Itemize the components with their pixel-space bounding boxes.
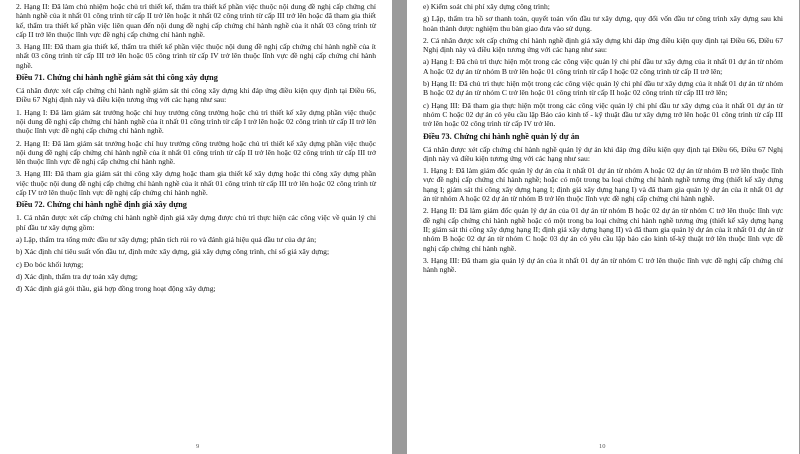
page-content [423,2,783,274]
paragraph: a) Hạng I: Đã chủ trì thực hiện một trong các công việc quản lý chi phí đầu tư xây dựng của ít nhất 01 dự án từ nhóm A hoặc 02 dự án từ nhóm B trở lên hoặc 01 công trình từ cấp I hoặc 02 công trình từ cấp II trở lên; [423,57,783,76]
page-number: 9 [196,443,200,450]
paragraph: 2. Hạng II: Đã làm giám đốc quản lý dự án của 01 dự án từ nhóm B hoặc 02 dự án từ nhóm C trở lên thuộc lĩnh vực đề nghị cấp chứng chỉ hành nghề hoặc có một trong ba loại chứng chỉ hành nghề tương ứng (thiết kế xây dựng hạng II; giám sát thi công xây dựng hạng II; định giá xây dựng hạng II) và đã tham gia quản lý dự án của ít nhất 01 dự án từ nhóm B hoặc 02 dự án từ nhóm C hoặc 03 dự án có yêu cầu lập báo cáo kinh tế-kỹ thuật trở lên thuộc lĩnh vực đề nghị cấp chứng chỉ hành nghề. [423,206,783,253]
article-heading: Điều 72. Chứng chỉ hành nghề định giá xây dựng [16,200,187,210]
page-content [16,2,376,293]
paragraph: 1. Hạng I: Đã làm giám sát trưởng hoặc chỉ huy trưởng công trường hoặc chủ trì thiết kế xây dựng phần việc thuộc nội dung đề nghị cấp chứng chỉ hành nghề của ít nhất 01 công trình từ cấp I trở lên hoặc 02 công trình từ cấp II trở lên thuộc lĩnh vực đề nghị cấp chứng chỉ hành nghề. [16,107,376,136]
paragraph: e) Kiểm soát chi phí xây dựng công trình; [423,2,550,11]
paragraph: 2. Hạng II: Đã làm giám sát trưởng hoặc chỉ huy trưởng công trường hoặc chủ trì thiết kế xây dựng phần việc thuộc nội dung đề nghị cấp chứng chỉ hành nghề của ít nhất 01 công trình từ cấp II trở lên hoặc 02 công trình từ cấp III trở lên thuộc lĩnh vực đề nghị cấp chứng chỉ hành nghề. [16,138,376,167]
paragraph: b) Hạng II: Đã chủ trì thực hiện một trong các công việc quản lý chi phí đầu tư xây dựng của ít nhất 01 dự án từ nhóm B hoặc 02 dự án từ nhóm C trở lên hoặc 01 công trình từ cấp II hoặc 02 công trình từ cấp III trở lên; [423,79,783,98]
document-page-right [407,0,799,454]
paragraph: a) Lập, thẩm tra tổng mức đầu tư xây dựng; phân tích rủi ro và đánh giá hiệu quả đầu tư của dự án; [16,234,317,244]
paragraph: Cá nhân được xét cấp chứng chỉ hành nghề quản lý dự án khi đáp ứng điều kiện quy định tại Điều 66, Điều 67 Nghị định này và điều kiện tương ứng với các hạng như sau: [423,144,783,163]
paragraph: c) Hạng III: Đã tham gia thực hiện một trong các công việc quản lý chi phí đầu tư xây dựng của ít nhất 01 dự án từ nhóm C hoặc 02 dự án có yêu cầu lập Báo cáo kinh tế - kỹ thuật đầu tư xây dựng trở lên hoặc 01 công trình từ cấp III trở lên hoặc 02 công trình từ cấp IV trở lên. [423,100,783,129]
document-page-left [0,0,392,454]
paragraph: Cá nhân được xét cấp chứng chỉ hành nghề giám sát thi công xây dựng khi đáp ứng điều kiện quy định tại Điều 66, Điều 67 Nghị định này và điều kiện tương ứng với các hạng như sau: [16,86,376,105]
paragraph: 1. Hạng I: Đã làm giám đốc quản lý dự án của ít nhất 01 dự án từ nhóm A hoặc 02 dự án từ nhóm B trở lên thuộc lĩnh vực đề nghị cấp chứng chỉ hành nghề; hoặc có một trong ba loại chứng chỉ hành nghề tương ứng (thiết kế xây dựng hạng I; giám sát thi công xây dựng hạng I; định giá xây dựng hạng I) và đã tham gia quản lý dự án của ít nhất 01 dự án từ nhóm A hoặc 02 dự án từ nhóm B trở lên thuộc lĩnh vực đề nghị cấp chứng chỉ hành nghề. [423,166,783,204]
paragraph: đ) Xác định giá gói thầu, giá hợp đồng trong hoạt động xây dựng; [16,284,216,294]
page-number: 10 [599,443,606,450]
paragraph: g) Lập, thẩm tra hồ sơ thanh toán, quyết toán vốn đầu tư xây dựng, quy đổi vốn đầu tư công trình xây dựng sau khi hoàn thành được nghiệm thu bàn giao đưa vào sử dụng. [423,14,783,33]
article-heading: Điều 71. Chứng chỉ hành nghề giám sát thi công xây dựng [16,73,218,83]
paragraph: 2. Hạng II: Đã làm chủ nhiệm hoặc chủ trì thiết kế, thẩm tra thiết kế phần việc thuộc nội dung đề nghị cấp chứng chỉ hành nghề của ít nhất 01 công trình từ cấp II trở lên hoặc ít nhất 02 công trình từ cấp III trở lên hoặc đã tham gia thiết kế, thẩm tra thiết kế phần việc liên quan đến nội dung đề nghị cấp chứng chỉ hành nghề của ít nhất 03 công trình từ cấp II trở lên thuộc lĩnh vực đề nghị cấp chứng chỉ hành nghề. [16,2,376,39]
paragraph: 2. Cá nhân được xét cấp chứng chỉ hành nghề định giá xây dựng khi đáp ứng điều kiện quy định tại Điều 66, Điều 67 Nghị định này và điều kiện tương ứng với các hạng như sau: [423,35,783,55]
article-heading: Điều 73. Chứng chỉ hành nghề quản lý dự án [423,131,580,141]
paragraph: c) Đo bóc khối lượng; [16,259,84,269]
paragraph: 3. Hạng III: Đã tham gia thiết kế, thẩm tra thiết kế phần việc thuộc nội dung đề nghị cấp chứng chỉ hành nghề của ít nhất 03 công trình từ cấp III trở lên hoặc 05 công trình từ cấp IV trở lên thuộc lĩnh vực đề nghị cấp chứng chỉ hành nghề. [16,42,376,70]
paragraph: 3. Hạng III: Đã tham gia giám sát thi công xây dựng hoặc tham gia thiết kế xây dựng hoặc thi công xây dựng phần việc thuộc nội dung đề nghị cấp chứng chỉ hành nghề của ít nhất 01 công trình từ cấp III trở lên hoặc 02 công trình từ cấp IV trở lên thuộc lĩnh vực đề nghị cấp chứng chỉ hành nghề. [16,169,376,198]
paragraph: 1. Cá nhân được xét cấp chứng chỉ hành nghề định giá xây dựng được chủ trì thực hiện các công việc về quản lý chi phí đầu tư xây dựng gồm: [16,213,376,232]
paragraph: 3. Hạng III: Đã tham gia quản lý dự án của ít nhất 01 dự án từ nhóm C trở lên thuộc lĩnh vực đề nghị cấp chứng chỉ hành nghề. [423,255,783,275]
paragraph: b) Xác định chỉ tiêu suất vốn đầu tư, định mức xây dựng, giá xây dựng công trình, chỉ số giá xây dựng; [16,247,330,257]
paragraph: d) Xác định, thẩm tra dự toán xây dựng; [16,271,138,281]
